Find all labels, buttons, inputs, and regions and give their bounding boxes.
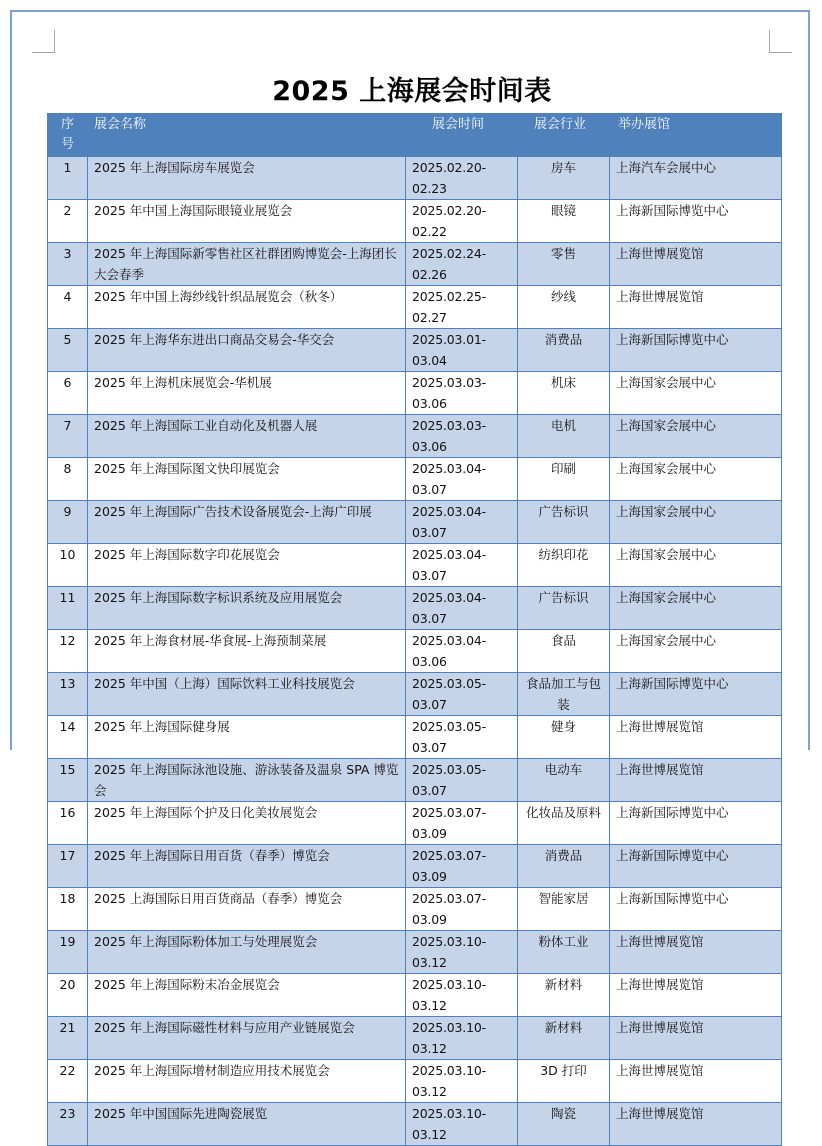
cell-venue: 上海新国际博览中心: [610, 802, 782, 845]
cell-industry: 纺织印花: [518, 544, 610, 587]
cell-venue: 上海国家会展中心: [610, 415, 782, 458]
cell-exhibition-name: 2025 年上海国际个护及日化美妆展览会: [88, 802, 406, 845]
cell-industry: 食品: [518, 630, 610, 673]
header-venue: 举办展馆: [610, 114, 782, 157]
cell-exhibition-name: 2025 年上海国际泳池设施、游泳装备及温泉 SPA 博览会: [88, 759, 406, 802]
table-row: [48, 200, 782, 243]
cell-no: 14: [48, 716, 88, 759]
cell-venue: 上海世博展览馆: [610, 759, 782, 802]
cell-industry: 消费品: [518, 329, 610, 372]
table-row: [48, 931, 782, 974]
cell-date: 2025.03.10-03.12: [406, 1103, 518, 1146]
table-row: [48, 673, 782, 716]
cell-date: 2025.03.10-03.12: [406, 1017, 518, 1060]
cell-venue: 上海国家会展中心: [610, 544, 782, 587]
table-row: [48, 1060, 782, 1103]
cell-exhibition-name: 2025 年中国（上海）国际饮料工业科技展览会: [88, 673, 406, 716]
cell-no: 4: [48, 286, 88, 329]
header-date: 展会时间: [406, 114, 518, 157]
cell-no: 6: [48, 372, 88, 415]
cell-no: 10: [48, 544, 88, 587]
cell-no: 17: [48, 845, 88, 888]
cell-date: 2025.03.10-03.12: [406, 974, 518, 1017]
table-row: [48, 802, 782, 845]
cell-exhibition-name: 2025 年上海机床展览会-华机展: [88, 372, 406, 415]
cell-date: 2025.03.04-03.07: [406, 501, 518, 544]
cell-venue: 上海汽车会展中心: [610, 157, 782, 200]
table-row: [48, 1103, 782, 1146]
document-title: 2025 上海展会时间表: [272, 76, 552, 107]
cell-date: 2025.03.01-03.04: [406, 329, 518, 372]
table-row: [48, 329, 782, 372]
cell-no: 11: [48, 587, 88, 630]
cell-date: 2025.03.04-03.06: [406, 630, 518, 673]
table-row: [48, 243, 782, 286]
cell-date: 2025.02.20-02.23: [406, 157, 518, 200]
table-row: [48, 458, 782, 501]
cell-exhibition-name: 2025 上海国际日用百货商品（春季）博览会: [88, 888, 406, 931]
table-row: [48, 544, 782, 587]
cell-date: 2025.03.05-03.07: [406, 716, 518, 759]
table-row: [48, 286, 782, 329]
cell-industry: 广告标识: [518, 501, 610, 544]
cell-no: 9: [48, 501, 88, 544]
cell-venue: 上海世博展览馆: [610, 1017, 782, 1060]
cell-exhibition-name: 2025 年上海国际图文快印展览会: [88, 458, 406, 501]
cell-date: 2025.02.25-02.27: [406, 286, 518, 329]
cell-industry: 眼镜: [518, 200, 610, 243]
cell-venue: 上海新国际博览中心: [610, 673, 782, 716]
table-row: [48, 888, 782, 931]
cell-exhibition-name: 2025 年上海国际数字标识系统及应用展览会: [88, 587, 406, 630]
cell-no: 12: [48, 630, 88, 673]
cell-venue: 上海国家会展中心: [610, 587, 782, 630]
cell-industry: 纱线: [518, 286, 610, 329]
cell-venue: 上海世博展览馆: [610, 243, 782, 286]
cell-no: 8: [48, 458, 88, 501]
cell-venue: 上海国家会展中心: [610, 372, 782, 415]
cell-exhibition-name: 2025 年上海国际粉体加工与处理展览会: [88, 931, 406, 974]
cell-date: 2025.03.07-03.09: [406, 845, 518, 888]
cell-industry: 3D 打印: [518, 1060, 610, 1103]
cell-no: 20: [48, 974, 88, 1017]
cell-exhibition-name: 2025 年上海国际广告技术设备展览会-上海广印展: [88, 501, 406, 544]
cell-date: 2025.02.24-02.26: [406, 243, 518, 286]
cell-industry: 化妆品及原料: [518, 802, 610, 845]
cell-exhibition-name: 2025 年上海华东进出口商品交易会-华交会: [88, 329, 406, 372]
table-header-row: [48, 114, 782, 157]
cell-industry: 消费品: [518, 845, 610, 888]
cell-date: 2025.02.20-02.22: [406, 200, 518, 243]
cell-exhibition-name: 2025 年上海国际工业自动化及机器人展: [88, 415, 406, 458]
cell-date: 2025.03.10-03.12: [406, 931, 518, 974]
document-page: [10, 10, 810, 1142]
cell-industry: 零售: [518, 243, 610, 286]
cell-no: 23: [48, 1103, 88, 1146]
cell-exhibition-name: 2025 年上海国际健身展: [88, 716, 406, 759]
cell-no: 7: [48, 415, 88, 458]
cell-industry: 电机: [518, 415, 610, 458]
cell-industry: 智能家居: [518, 888, 610, 931]
exhibition-schedule-table: [47, 113, 782, 1146]
cell-venue: 上海世博展览馆: [610, 974, 782, 1017]
cell-industry: 健身: [518, 716, 610, 759]
cell-exhibition-name: 2025 年上海国际磁性材料与应用产业链展览会: [88, 1017, 406, 1060]
cell-exhibition-name: 2025 年上海食材展-华食展-上海预制菜展: [88, 630, 406, 673]
cell-industry: 新材料: [518, 1017, 610, 1060]
header-industry: 展会行业: [518, 114, 610, 157]
table-row: [48, 974, 782, 1017]
cell-industry: 粉体工业: [518, 931, 610, 974]
table-row: [48, 587, 782, 630]
table-row: [48, 1017, 782, 1060]
page-corner-mark-top-right: [769, 30, 792, 53]
cell-industry: 印刷: [518, 458, 610, 501]
cell-exhibition-name: 2025 年上海国际粉末冶金展览会: [88, 974, 406, 1017]
cell-no: 19: [48, 931, 88, 974]
cell-industry: 机床: [518, 372, 610, 415]
table-row: [48, 716, 782, 759]
cell-date: 2025.03.03-03.06: [406, 415, 518, 458]
table-row: [48, 157, 782, 200]
cell-venue: 上海世博展览馆: [610, 716, 782, 759]
cell-venue: 上海世博展览馆: [610, 286, 782, 329]
cell-industry: 房车: [518, 157, 610, 200]
cell-no: 16: [48, 802, 88, 845]
cell-venue: 上海国家会展中心: [610, 501, 782, 544]
table-row: [48, 845, 782, 888]
cell-industry: 电动车: [518, 759, 610, 802]
cell-no: 1: [48, 157, 88, 200]
cell-date: 2025.03.07-03.09: [406, 802, 518, 845]
cell-no: 2: [48, 200, 88, 243]
cell-exhibition-name: 2025 年上海国际日用百货（春季）博览会: [88, 845, 406, 888]
cell-no: 21: [48, 1017, 88, 1060]
cell-industry: 新材料: [518, 974, 610, 1017]
cell-exhibition-name: 2025 年上海国际增材制造应用技术展览会: [88, 1060, 406, 1103]
cell-industry: 陶瓷: [518, 1103, 610, 1146]
page-corner-mark-top-left: [32, 30, 55, 53]
cell-no: 5: [48, 329, 88, 372]
cell-no: 22: [48, 1060, 88, 1103]
cell-venue: 上海国家会展中心: [610, 630, 782, 673]
cell-no: 18: [48, 888, 88, 931]
cell-no: 3: [48, 243, 88, 286]
cell-exhibition-name: 2025 年上海国际新零售社区社群团购博览会-上海团长大会春季: [88, 243, 406, 286]
cell-date: 2025.03.04-03.07: [406, 587, 518, 630]
cell-venue: 上海国家会展中心: [610, 458, 782, 501]
cell-date: 2025.03.04-03.07: [406, 458, 518, 501]
table-row: [48, 501, 782, 544]
cell-exhibition-name: 2025 年上海国际数字印花展览会: [88, 544, 406, 587]
cell-date: 2025.03.03-03.06: [406, 372, 518, 415]
cell-date: 2025.03.10-03.12: [406, 1060, 518, 1103]
cell-date: 2025.03.07-03.09: [406, 888, 518, 931]
cell-industry: 食品加工与包装: [518, 673, 610, 716]
cell-no: 15: [48, 759, 88, 802]
cell-exhibition-name: 2025 年中国国际先进陶瓷展览: [88, 1103, 406, 1146]
table-row: [48, 415, 782, 458]
cell-venue: 上海新国际博览中心: [610, 845, 782, 888]
table-row: [48, 630, 782, 673]
cell-exhibition-name: 2025 年中国上海纱线针织品展览会（秋冬）: [88, 286, 406, 329]
cell-venue: 上海新国际博览中心: [610, 329, 782, 372]
cell-venue: 上海世博展览馆: [610, 1103, 782, 1146]
cell-no: 13: [48, 673, 88, 716]
table-row: [48, 759, 782, 802]
cell-industry: 广告标识: [518, 587, 610, 630]
cell-date: 2025.03.05-03.07: [406, 673, 518, 716]
table-body: [48, 157, 782, 1146]
cell-venue: 上海新国际博览中心: [610, 200, 782, 243]
cell-date: 2025.03.05-03.07: [406, 759, 518, 802]
header-no: 序号: [48, 114, 88, 157]
cell-venue: 上海新国际博览中心: [610, 888, 782, 931]
cell-venue: 上海世博展览馆: [610, 1060, 782, 1103]
table-row: [48, 372, 782, 415]
cell-venue: 上海世博展览馆: [610, 931, 782, 974]
header-name: 展会名称: [88, 114, 406, 157]
cell-exhibition-name: 2025 年中国上海国际眼镜业展览会: [88, 200, 406, 243]
cell-date: 2025.03.04-03.07: [406, 544, 518, 587]
cell-exhibition-name: 2025 年上海国际房车展览会: [88, 157, 406, 200]
